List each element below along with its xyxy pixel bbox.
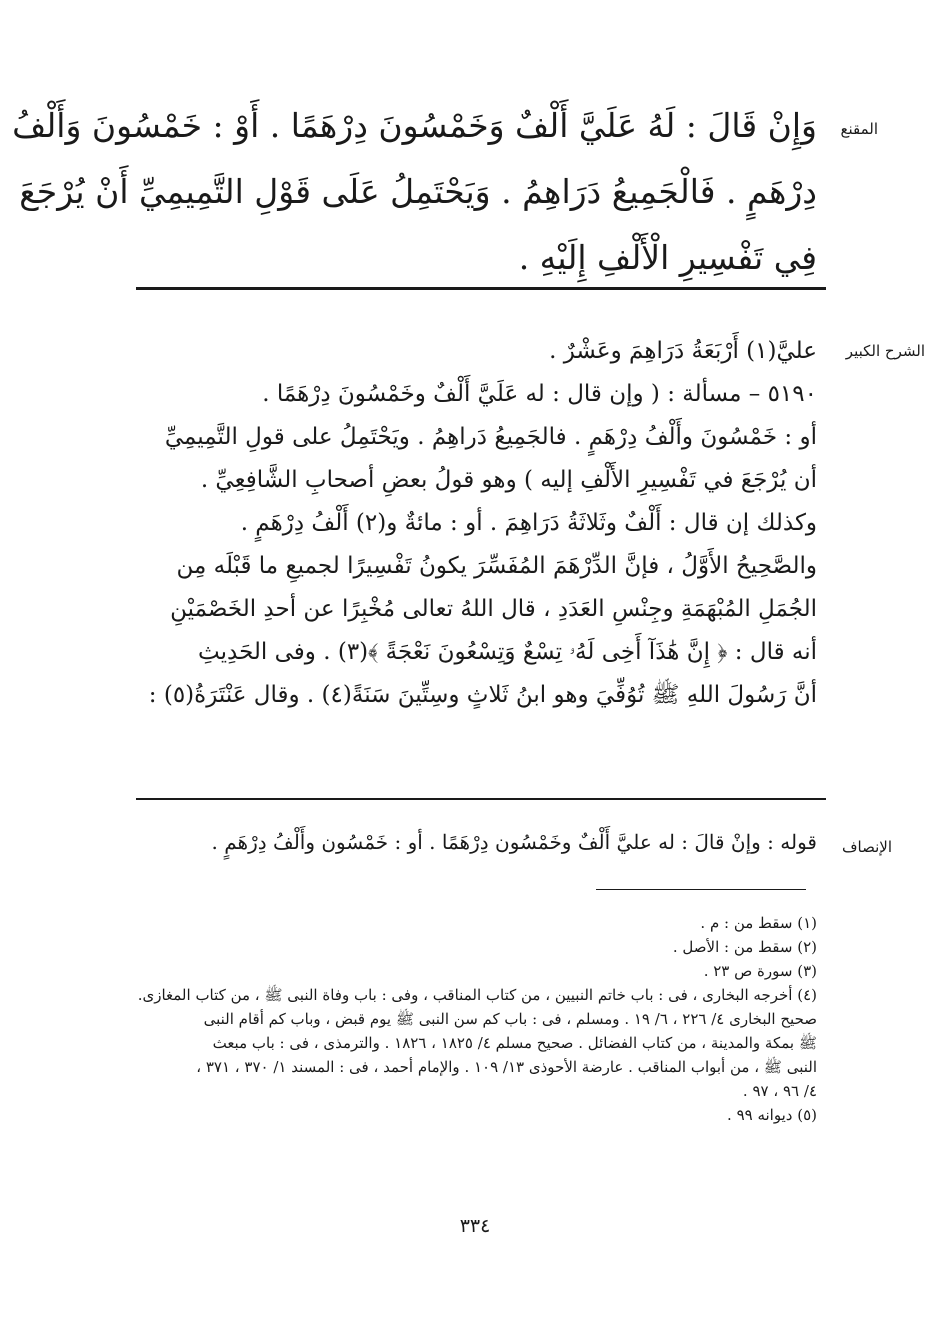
sharh-line: الجُمَلِ المُبْهَمَةِ وجِنْسِ العَدَدِ ، قال اللهُ تعالى مُخْبِرًا عن أحدِ الخَصْمَيْنِ xyxy=(170,596,817,622)
insaf-text xyxy=(127,827,817,857)
sharh-text xyxy=(127,330,817,717)
sharh-line: أو : خَمْسُونَ وأَلْفُ دِرْهَمٍ . فالجَمِيعُ دَراهِمُ . ويَحْتَمِلُ على قولِ التَّمِيمِيِّ xyxy=(164,424,817,450)
sharh-line: أنَّ رَسُولَ اللهِ ﷺ تُوُفِّيَ وهو ابنُ ثَلاثٍ وسِتِّينَ سَنَةً(٤) . وقال عَنْتَرَةُ(٥) : xyxy=(148,682,817,708)
footnote-line: (٤) أخرجه البخارى ، فى : باب خاتم النبيين ، من كتاب المناقب ، وفى : باب وفاة النبى ﷺ ، من كتاب المغازى. xyxy=(137,986,817,1004)
sharh-line: عليَّ(١) أَرْبَعَةُ دَرَاهِمَ وعَشْرٌ . xyxy=(549,338,817,364)
footnotes xyxy=(117,911,817,1127)
section-divider xyxy=(136,798,826,800)
insaf-line: قوله : وإنْ قالَ : له عليَّ أَلْفٌ وخَمْسُون دِرْهَمًا . أو : خَمْسُون وأَلْفُ دِرْهَمٍ . xyxy=(211,830,817,854)
section-label-sharh: الشرح الكبير xyxy=(845,342,925,360)
sharh-line: وكذلك إن قال : أَلْفٌ وثَلاثَةُ دَرَاهِمَ . أو : مائةٌ و(٢) أَلْفُ دِرْهَمٍ . xyxy=(240,510,817,536)
footnote-line: صحيح البخارى ٤/ ٢٢٦ ، ٦/ ١٩ . ومسلم ، فى : باب كم سن النبى ﷺ يوم قبض ، وباب كم أقام النبى xyxy=(203,1010,817,1028)
muqni-line: وَإِنْ قَالَ : لَهُ عَلَيَّ أَلْفٌ وَخَمْسُونَ دِرْهَمًا . أَوْ : خَمْسُونَ وَأَلْفُ xyxy=(12,106,817,145)
footnote-line: النبى ﷺ ، من أبواب المناقب . عارضة الأحوذى ١٣/ ١٠٩ . والإمام أحمد ، فى : المسند ١/ ٣٧٠ ، ٣٧١ ، xyxy=(196,1058,817,1076)
section-divider xyxy=(136,287,826,290)
footnote-line: ٤/ ٩٦ ، ٩٧ . xyxy=(742,1082,817,1100)
sharh-line: ٥١٩٠ – مسألة : ( وإن قال : له عَلَيَّ أَلْفٌ وخَمْسُونَ دِرْهَمًا . xyxy=(262,381,817,407)
footnote-divider xyxy=(596,889,806,890)
page-number: ٣٣٤ xyxy=(459,1215,491,1237)
muqni-text xyxy=(12,93,817,291)
sharh-line: أن يُرْجَعَ في تَفْسِيرِ الأَلْفِ إليه ) وهو قولُ بعضِ أصحابِ الشَّافِعِيِّ . xyxy=(200,467,817,493)
footnote-line: ﷺ بمكة والمدينة ، من كتاب الفضائل . صحيح مسلم ٤/ ١٨٢٥ ، ١٨٢٦ . والترمذى ، فى : باب مبعث xyxy=(212,1034,817,1052)
muqni-line: فِي تَفْسِيرِ الْأَلْفِ إِلَيْهِ . xyxy=(518,238,817,277)
footnote-line: (٥) ديوانه ٩٩ . xyxy=(727,1106,817,1124)
section-label-insaf: الإنصاف xyxy=(841,838,892,856)
footnote-line: (٢) سقط من : الأصل . xyxy=(672,938,817,956)
footnote-line: (٣) سورة ص ٢٣ . xyxy=(703,962,817,980)
footnote-line: (١) سقط من : م . xyxy=(700,914,817,932)
muqni-line: دِرْهَمٍ . فَالْجَمِيعُ دَرَاهِمُ . وَيَحْتَمِلُ عَلَى قَوْلِ التَّمِيمِيِّ أَنْ يُرْجَعَ xyxy=(19,172,817,211)
section-label-muqni: المقنع xyxy=(840,120,878,138)
sharh-line: أنه قال : ﴿ إِنَّ هَٰذَآ أَخِى لَهُۥ تِسْعٌ وَتِسْعُونَ نَعْجَةً ﴾(٣) . وفى الحَدِيثِ xyxy=(198,639,817,665)
sharh-line: والصَّحِيحُ الأَوَّلُ ، فإنَّ الدِّرْهَمَ المُفَسِّرَ يكونُ تَفْسِيرًا لجميعِ ما قَبْلَه مِن xyxy=(176,553,817,579)
